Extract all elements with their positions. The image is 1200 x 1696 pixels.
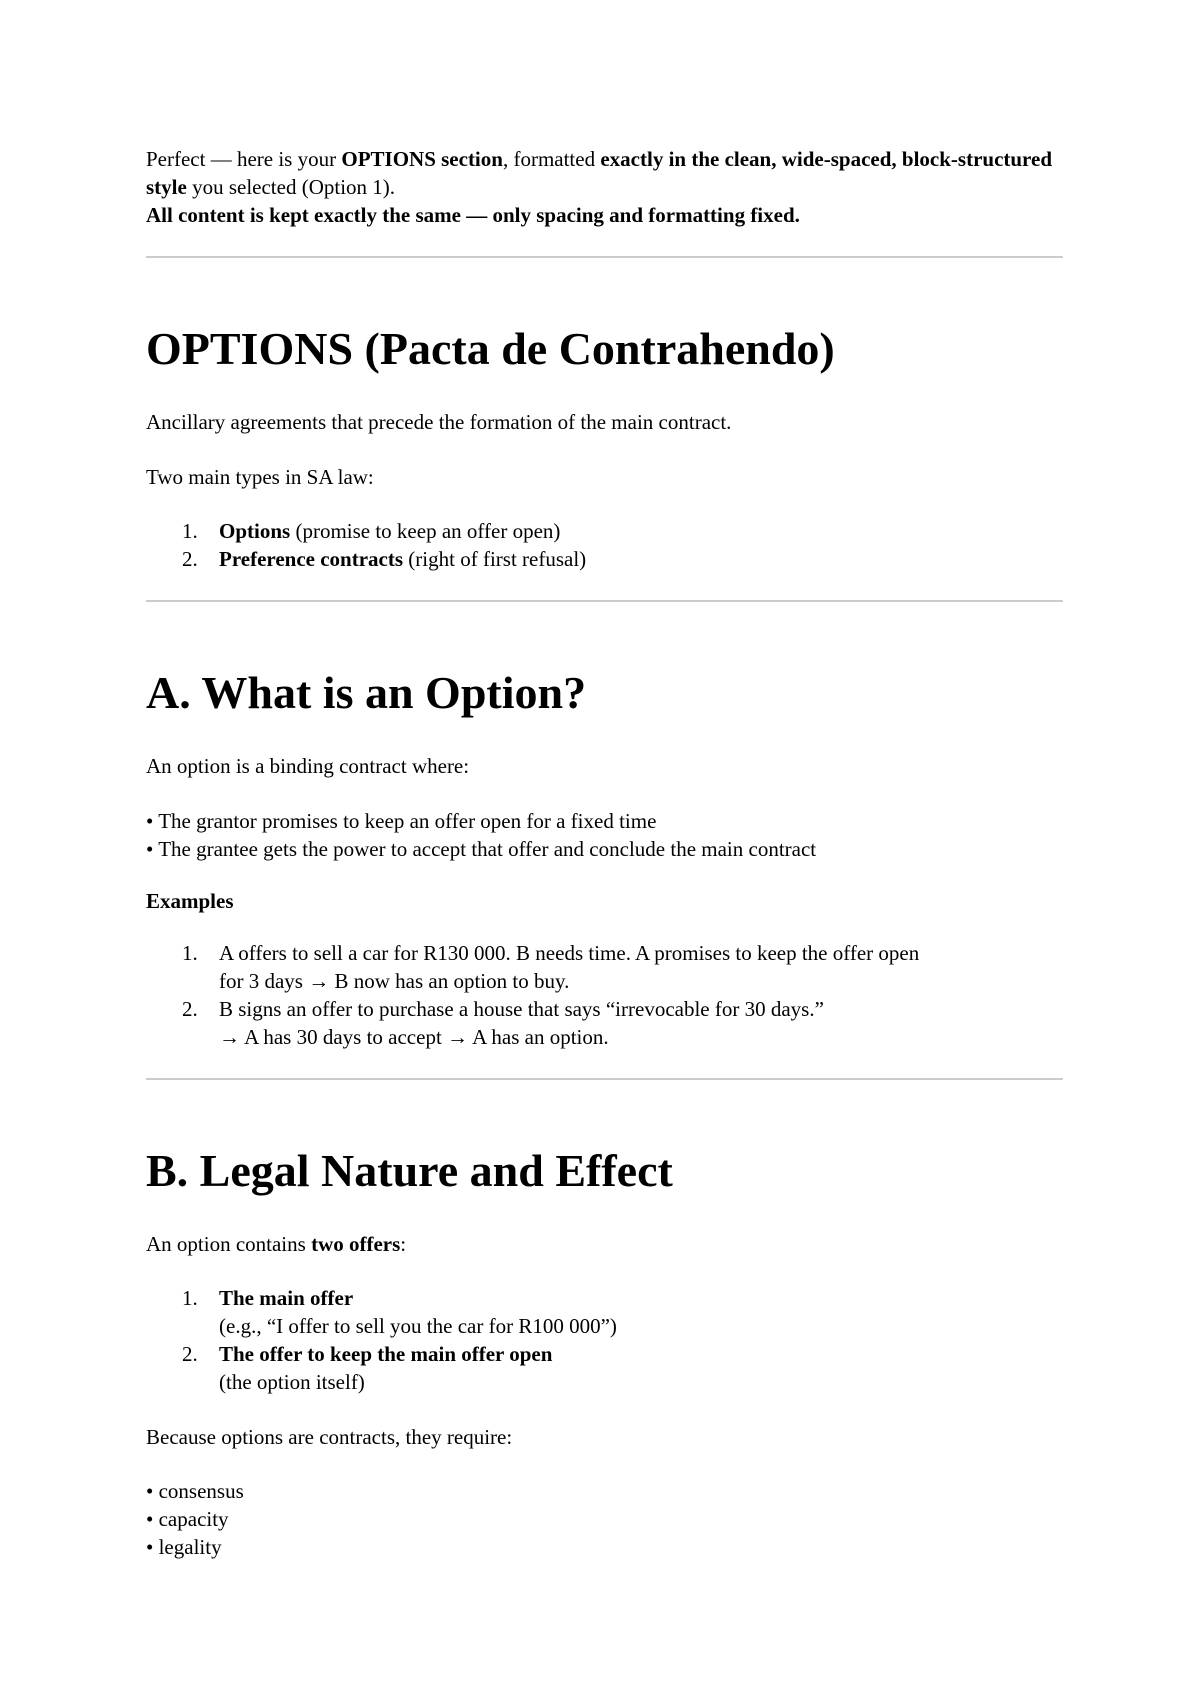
options-types-list xyxy=(146,517,1063,573)
bullet-item: • The grantor promises to keep an offer open for a fixed time xyxy=(146,809,657,833)
intro-bold-style: exactly in the clean, wide-spaced, block-structured style xyxy=(146,147,1052,199)
section-a-intro: An option is a binding contract where: xyxy=(146,754,470,778)
section-title-a: A. What is an Option? xyxy=(146,667,587,718)
intro-bold-options: OPTIONS section xyxy=(341,147,503,171)
section-b-intro: An option contains two offers: xyxy=(146,1232,407,1256)
options-intro: Ancillary agreements that precede the formation of the main contract. xyxy=(146,410,732,434)
list-item: 2. The offer to keep the main offer open (the option itself) xyxy=(182,1342,553,1394)
options-types-intro: Two main types in SA law: xyxy=(146,465,374,489)
bullet-item: • The grantee gets the power to accept that offer and conclude the main contract xyxy=(146,837,817,861)
bullet-item: • consensus xyxy=(146,1479,244,1503)
examples-heading: Examples xyxy=(146,889,234,913)
requirements-intro: Because options are contracts, they require: xyxy=(146,1425,513,1449)
list-item: 1. A offers to sell a car for R130 000. B needs time. A promises to keep the offer open for 3 days → B now has an option to buy. xyxy=(182,941,920,993)
intro-text-a: Perfect — here is your xyxy=(146,147,342,171)
intro-text-c: , formatted xyxy=(502,147,601,171)
section-title-b: B. Legal Nature and Effect xyxy=(146,1145,673,1196)
list-item: 2. B signs an offer to purchase a house that says “irrevocable for 30 days.” → A has 30 days to accept → A has an option. xyxy=(182,997,824,1049)
examples-list xyxy=(146,939,1063,1051)
list-item: 1. Options (promise to keep an offer open) xyxy=(182,519,561,543)
bullet-item: • legality xyxy=(146,1535,222,1559)
bullet-item: • capacity xyxy=(146,1507,229,1531)
intro-paragraph xyxy=(146,145,1063,229)
intro-text-e: you selected (Option 1). xyxy=(186,175,396,199)
intro-bold-note: All content is kept exactly the same — only spacing and formatting fixed. xyxy=(146,203,800,227)
list-item: 2. Preference contracts (right of first refusal) xyxy=(182,547,587,571)
list-item: 1. The main offer (e.g., “I offer to sell you the car for R100 000”) xyxy=(182,1286,617,1338)
section-a-bullets xyxy=(146,807,1063,863)
offers-list xyxy=(146,1284,1063,1396)
section-title-options: OPTIONS (Pacta de Contrahendo) xyxy=(146,323,835,374)
requirements-bullets xyxy=(146,1477,1063,1561)
